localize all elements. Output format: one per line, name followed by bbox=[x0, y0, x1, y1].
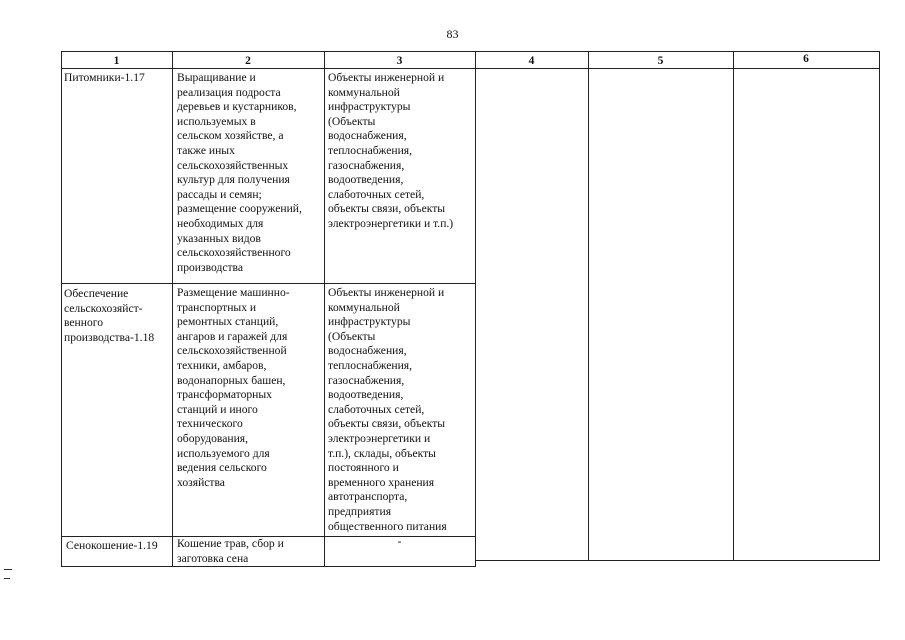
column-header: 4 bbox=[528, 55, 535, 67]
right-block-bottom bbox=[475, 560, 880, 561]
column-header: 2 bbox=[245, 55, 251, 67]
column-divider bbox=[324, 51, 325, 567]
table-cell: Объекты инженерной и коммунальной инфраструктуры (Объекты водоснабжения, теплоснабжения, газоснабжения, водоотведения, слаботочных сетей, объекты связи, объекты электроэнергетики и т.п.) bbox=[328, 71, 454, 230]
table-border-right bbox=[879, 51, 880, 561]
table-cell: Объекты инженерной и коммунальной инфраструктуры (Объекты водоснабжения, теплоснабжения, газоснабжения, водоотведения, слаботочных сетей, объекты связи, объекты электроэнергетики и т.п.), склады, объекты постоянного и временного хранения автотранспорта, предприятия общественного питания bbox=[328, 286, 447, 533]
column-divider bbox=[475, 51, 476, 567]
table-cell: Кошение трав, сбор и заготовка сена bbox=[177, 537, 284, 565]
column-header: 6 bbox=[803, 53, 809, 65]
table-border-top bbox=[61, 51, 880, 52]
column-divider bbox=[733, 51, 734, 561]
table-cell: Питомники-1.17 bbox=[64, 71, 145, 84]
column-header: 5 bbox=[657, 55, 664, 67]
column-divider bbox=[172, 51, 173, 567]
table-cell: Сенокошение-1.19 bbox=[66, 539, 158, 552]
margin-mark bbox=[4, 578, 10, 579]
table-border-left bbox=[61, 51, 62, 567]
margin-mark bbox=[4, 569, 12, 570]
column-header: 1 bbox=[113, 55, 120, 67]
column-header: 3 bbox=[396, 55, 403, 67]
table-cell: Размещение машинно- транспортных и ремонтных станций, ангаров и гаражей для сельскохозяйственной техники, амбаров, водонапорных башен, трансформаторных станций и иного технического оборудования, используемого для ведения сельского хозяйства bbox=[177, 286, 290, 489]
page-number: 83 bbox=[446, 27, 459, 41]
table-cell: - bbox=[397, 535, 402, 548]
column-divider bbox=[588, 51, 589, 561]
header-bottom-line bbox=[61, 68, 880, 69]
table-cell: Выращивание и реализация подроста деревьев и кустарников, используемых в сельском хозяйстве, а также иных сельскохозяйственных культур для получения рассады и семян; размещение сооружений, необходимых для указанных видов сельскохозяйственного производства bbox=[177, 71, 302, 274]
row-divider bbox=[61, 283, 475, 284]
table-cell: Обеспечение сельскохозяйст- венного производства-1.18 bbox=[64, 287, 155, 344]
